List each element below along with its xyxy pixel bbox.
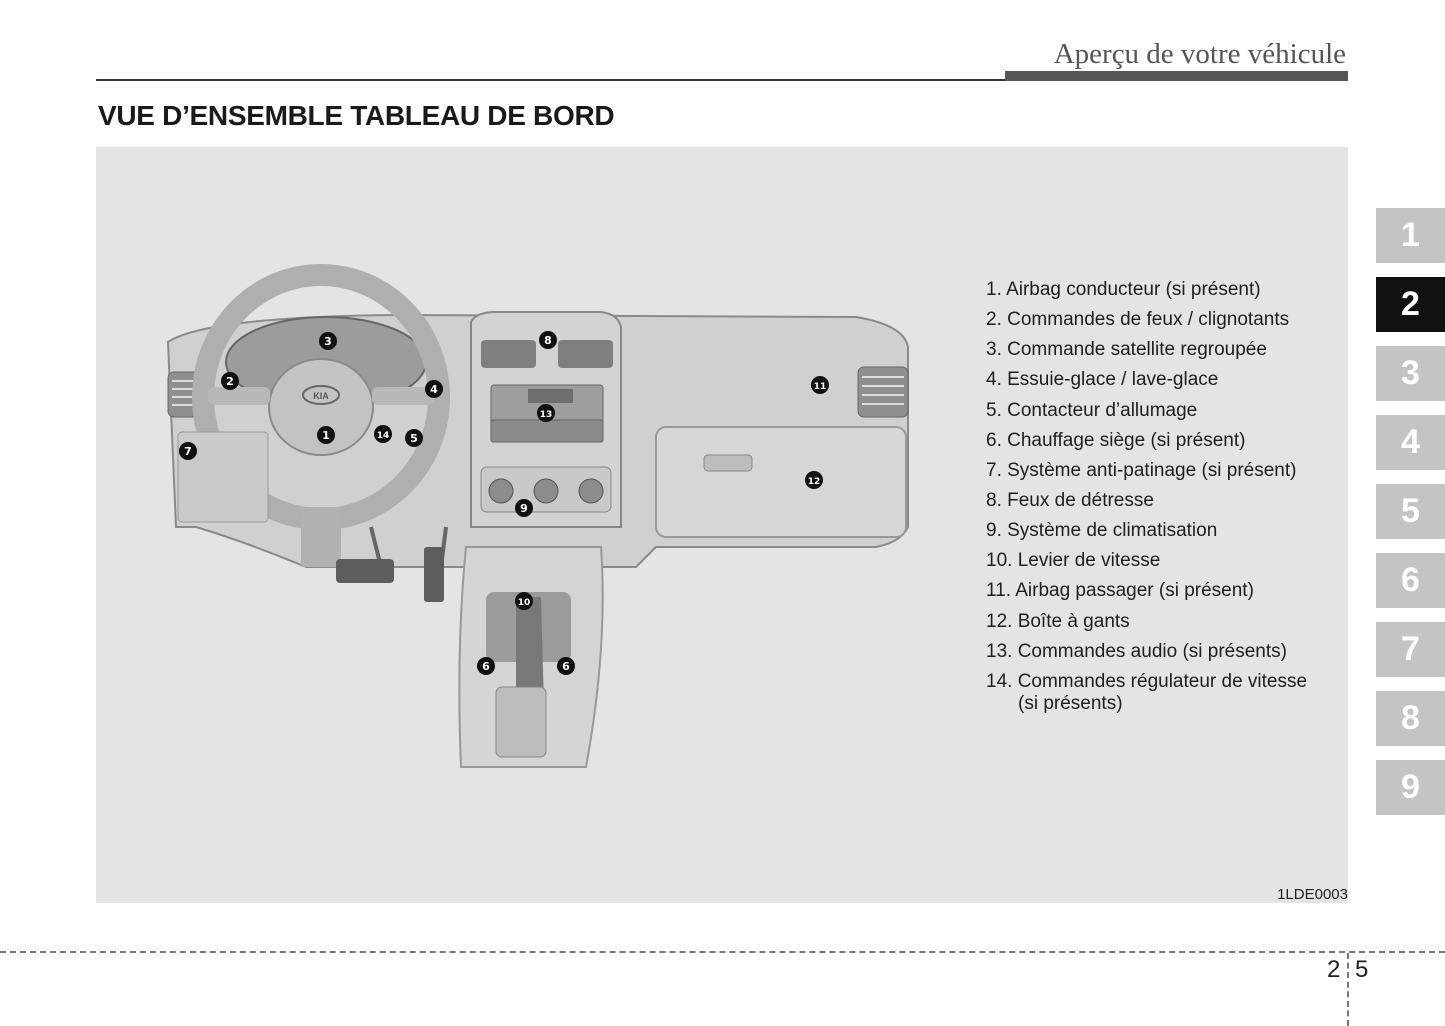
marker-4-label: 4: [430, 383, 438, 396]
header-bar: [1005, 71, 1348, 81]
chapter-tab-5[interactable]: 5: [1376, 484, 1445, 539]
figure-legend: [986, 279, 1308, 714]
chapter-tab-3[interactable]: 3: [1376, 346, 1445, 401]
footer-rule: [0, 951, 1445, 953]
marker-14-label: 14: [376, 431, 390, 441]
marker-11-label: 11: [813, 382, 827, 392]
legend-item: 1. Airbag conducteur (si présent): [986, 279, 1261, 300]
legend-item: 5. Contacteur d’allumage: [986, 399, 1198, 421]
steering-column: [301, 507, 341, 567]
legend-item: 2. Commandes de feux / clignotants: [986, 309, 1290, 331]
climate-knob-center: [534, 479, 558, 503]
glovebox: [656, 427, 906, 537]
chapter-tab-7[interactable]: 7: [1376, 622, 1445, 677]
dashboard-figure: [96, 147, 1348, 903]
chapter-tab-6[interactable]: 6: [1376, 553, 1445, 608]
legend-item: 13. Commandes audio (si présents): [986, 640, 1287, 662]
chapter-number: 2: [1327, 956, 1341, 983]
gear-indicator: [496, 687, 546, 757]
marker-10-label: 10: [517, 598, 531, 608]
right-spoke: [372, 387, 434, 405]
legend-item: 3. Commande satellite regroupée: [986, 339, 1267, 361]
climate-knob-left: [489, 479, 513, 503]
legend-item: 12. Boîte à gants: [986, 610, 1130, 632]
legend-item: 11. Airbag passager (si présent): [986, 580, 1254, 602]
right-vent: [858, 367, 908, 417]
marker-7-label: 7: [184, 445, 192, 458]
climate-knob-right: [579, 479, 603, 503]
marker-9-label: 9: [520, 502, 528, 515]
marker-5-label: 5: [410, 432, 418, 445]
legend-item: 4. Essuie-glace / lave-glace: [986, 369, 1219, 391]
chapter-tab-1[interactable]: 1: [1376, 208, 1445, 263]
legend-item: 10. Levier de vitesse: [986, 550, 1161, 572]
chapter-tab-2[interactable]: 2: [1376, 277, 1445, 332]
marker-3-label: 3: [324, 335, 332, 348]
legend-item: 8. Feux de détresse: [986, 489, 1154, 511]
glovebox-handle: [704, 455, 752, 471]
marker-13-label: 13: [539, 410, 553, 420]
legend-item: [986, 670, 1308, 714]
running-header: Aperçu de votre véhicule: [1053, 38, 1346, 70]
chapter-tab-9[interactable]: 9: [1376, 760, 1445, 815]
section-title: VUE D’ENSEMBLE TABLEAU DE BORD: [98, 100, 615, 131]
center-vent-right: [558, 340, 613, 368]
page-number: 5: [1355, 956, 1369, 983]
marker-1-label: 1: [322, 429, 330, 442]
brake-pedal: [336, 559, 394, 583]
marker-2-label: 2: [226, 375, 234, 388]
marker-12-label: 12: [807, 477, 821, 487]
left-spoke: [208, 387, 270, 405]
legend-item: 6. Chauffage siège (si présent): [986, 429, 1246, 451]
figure-code: 1LDE0003: [1277, 886, 1348, 903]
marker-8-label: 8: [544, 334, 552, 347]
header-rule: [96, 79, 1006, 81]
center-vent-left: [481, 340, 536, 368]
accelerator-pedal: [424, 547, 444, 602]
cd-slot: [491, 420, 603, 442]
marker-6a-label: 6: [482, 660, 490, 673]
legend-item: 7. Système anti-patinage (si présent): [986, 459, 1297, 481]
dashboard-illustration: [96, 147, 956, 787]
chapter-tab-8[interactable]: 8: [1376, 691, 1445, 746]
legend-item-text: 14. Commandes régulateur de vitesse: [986, 670, 1308, 692]
kia-logo-text: KIA: [313, 391, 329, 401]
marker-6b-label: 6: [562, 660, 570, 673]
chapter-tab-4[interactable]: 4: [1376, 415, 1445, 470]
page-number-divider: [1347, 953, 1349, 1026]
legend-item: 9. Système de climatisation: [986, 520, 1218, 542]
legend-item-continuation: (si présents): [1018, 692, 1123, 714]
radio-display: [528, 389, 573, 403]
